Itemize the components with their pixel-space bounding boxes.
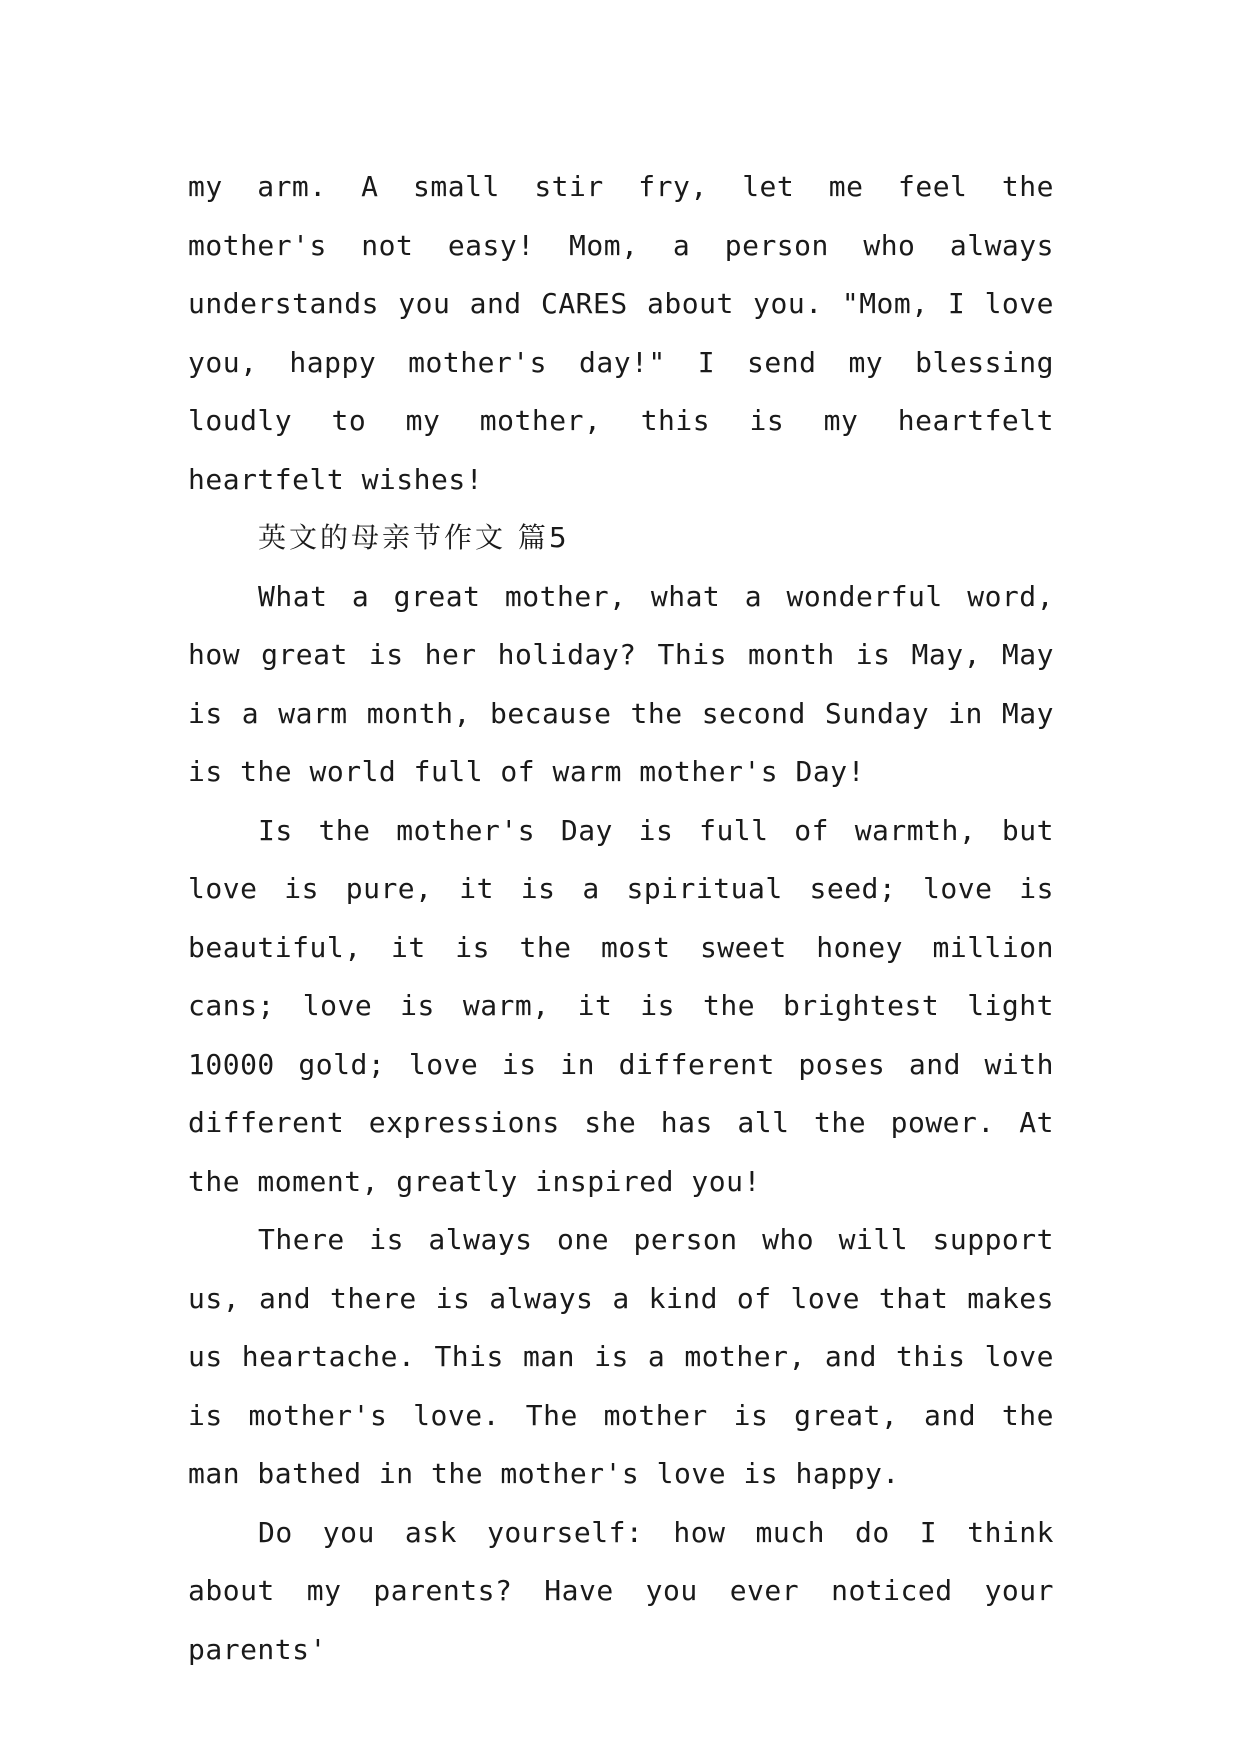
paragraph-1: What a great mother, what a wonderful word, how great is her holiday? This month is May, May is a warm month, because the second Sunday in May is the world full of warm mother's Day! (188, 579, 1054, 788)
section-heading: 英文的母亲节作文 篇5 (258, 521, 570, 554)
paragraph-2: Is the mother's Day is full of warmth, but love is pure, it is a spiritual seed; love is beautiful, it is the most sweet honey million cans; love is warm, it is the brightest light 10000 gold; love is in different poses and with different expressions she has all the power. At the moment, greatly inspired you! (188, 813, 1054, 1198)
paragraph-4: Do you ask yourself: how much do I think about my parents? Have you ever noticed your parents' (188, 1515, 1054, 1666)
paragraph-continued: my arm. A small stir fry, let me feel the mother's not easy! Mom, a person who always understands you and CARES about you. "Mom, I love you, happy mother's day!" I send my blessing loudly to my mother, this is my heartfelt heartfelt wishes! (188, 170, 1054, 496)
paragraph-3: There is always one person who will support us, and there is always a kind of love that makes us heartache. This man is a mother, and this love is mother's love. The mother is great, and the man bathed in the mother's love is happy. (188, 1223, 1054, 1490)
document-body (188, 158, 1054, 1679)
